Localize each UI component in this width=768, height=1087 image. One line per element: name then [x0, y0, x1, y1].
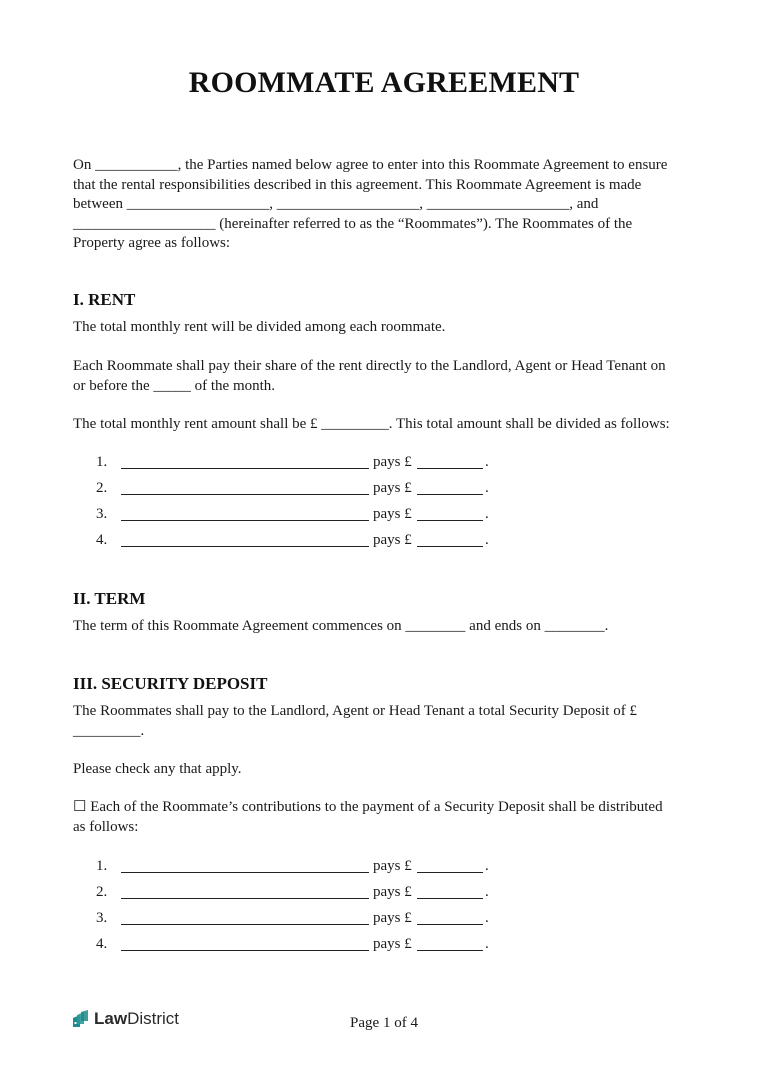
item-number: 4. [96, 936, 108, 952]
amount-blank[interactable] [417, 520, 483, 521]
pays-label: pays £ [373, 858, 412, 874]
item-end: . [485, 936, 489, 952]
deposit-paragraph-1-line: _________. [73, 722, 145, 739]
pays-label: pays £ [373, 532, 412, 548]
deposit-option [73, 798, 698, 837]
pays-label: pays £ [373, 884, 412, 900]
rent-paragraph-2-line: or before the _____ of the month. [73, 377, 276, 394]
name-blank[interactable] [121, 950, 369, 951]
rent-paragraph-1: The total monthly rent will be divided among each roommate. [73, 319, 446, 335]
amount-blank[interactable] [417, 546, 483, 547]
section-heading-rent: I. RENT [73, 290, 136, 309]
pays-label: pays £ [373, 910, 412, 926]
rent-paragraph-2-line: Each Roommate shall pay their share of the rent directly to the Landlord, Agent or Head Tenant on [73, 358, 666, 374]
name-blank[interactable] [121, 898, 369, 899]
deposit-paragraph-2: Please check any that apply. [73, 761, 242, 777]
list-item [0, 858, 768, 878]
deposit-option-label: Each of the Roommate’s contributions to the payment of a Security Deposit shall be distributed [86, 799, 663, 815]
intro-paragraph [73, 156, 698, 254]
item-end: . [485, 858, 489, 874]
intro-line: that the rental responsibilities described in this agreement. This Roommate Agreement is made [73, 176, 642, 193]
document-title: ROOMMATE AGREEMENT [188, 66, 580, 99]
item-end: . [485, 532, 489, 548]
amount-blank[interactable] [417, 494, 483, 495]
amount-blank[interactable] [417, 924, 483, 925]
item-end: . [485, 506, 489, 522]
pays-label: pays £ [373, 454, 412, 470]
list-item [0, 480, 768, 500]
amount-blank[interactable] [417, 468, 483, 469]
list-item [0, 506, 768, 526]
intro-line: Property agree as follows: [73, 235, 231, 251]
rent-paragraph-3: The total monthly rent amount shall be £ _________. This total amount shall be divided as follows: [73, 416, 670, 432]
deposit-option-label: as follows: [73, 818, 139, 835]
name-blank[interactable] [121, 872, 369, 873]
rent-paragraph-2 [73, 357, 698, 396]
item-number: 1. [96, 858, 108, 874]
amount-blank[interactable] [417, 872, 483, 873]
list-item [0, 454, 768, 474]
name-blank[interactable] [121, 520, 369, 521]
deposit-paragraph-1-line: The Roommates shall pay to the Landlord, Agent or Head Tenant a total Security Deposit of £ [73, 703, 637, 719]
list-item [0, 884, 768, 904]
item-number: 3. [96, 910, 108, 926]
item-number: 2. [96, 884, 108, 900]
item-end: . [485, 454, 489, 470]
list-item [0, 532, 768, 552]
term-paragraph: The term of this Roommate Agreement commences on ________ and ends on ________. [73, 618, 609, 634]
item-number: 4. [96, 532, 108, 548]
brand-name-bold: Law [94, 1009, 128, 1028]
intro-line: ___________________ (hereinafter referred to as the “Roommates”). The Roommates of the [73, 215, 633, 232]
item-number: 3. [96, 506, 108, 522]
list-item [0, 936, 768, 956]
item-end: . [485, 480, 489, 496]
section-heading-security-deposit: III. SECURITY DEPOSIT [73, 674, 268, 693]
brand-name-regular: District [127, 1009, 180, 1028]
item-number: 1. [96, 454, 108, 470]
name-blank[interactable] [121, 924, 369, 925]
intro-line: On ___________, the Parties named below agree to enter into this Roommate Agreement to ensure [73, 157, 668, 173]
list-item [0, 910, 768, 930]
amount-blank[interactable] [417, 898, 483, 899]
item-end: . [485, 910, 489, 926]
deposit-paragraph-1 [73, 702, 698, 741]
name-blank[interactable] [121, 494, 369, 495]
item-number: 2. [96, 480, 108, 496]
name-blank[interactable] [121, 546, 369, 547]
amount-blank[interactable] [417, 950, 483, 951]
checkbox-icon[interactable]: ☐ [73, 799, 87, 815]
intro-line: between ___________________, ___________________, ___________________, and [73, 196, 599, 212]
page-number: Page 1 of 4 [350, 1015, 418, 1031]
pays-label: pays £ [373, 480, 412, 496]
name-blank[interactable] [121, 468, 369, 469]
item-end: . [485, 884, 489, 900]
pays-label: pays £ [373, 936, 412, 952]
pays-label: pays £ [373, 506, 412, 522]
section-heading-term: II. TERM [73, 589, 146, 608]
